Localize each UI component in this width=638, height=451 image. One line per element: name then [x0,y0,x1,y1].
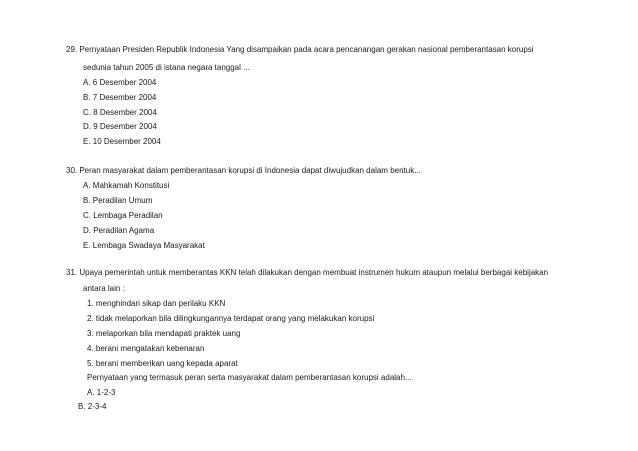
q31-stem-line1: 31. Upaya pemerintah untuk memberantas KKN telah dilakukan dengan membuat instrumen hukum ataupun melalui berbagai kebijakan [66,268,549,277]
q31-statement-3: 3. melaporkan bila mendapati praktek uang [87,329,241,338]
q31-statement-1: 1. menghindari sikap dan perilaku KKN [87,299,226,308]
q29-option-b: B. 7 Desember 2004 [83,93,157,102]
q31-statement-5: 5. berani memberikan uang kepada aparat [87,359,238,368]
q30-option-d: D. Peradilan Agama [83,226,155,235]
q29-option-e: E. 10 Desember 2004 [83,137,161,146]
q29-stem-line1: 29. Pernyataan Presiden Republik Indonesia Yang disampaikan pada acara pencanangan gerakan nasional pemberantasan korupsi [66,45,534,54]
q30-option-c: C. Lembaga Peradilan [83,211,163,220]
q30-option-a: A. Mahkamah Konstitusi [83,181,170,190]
q31-option-a: A. 1-2-3 [87,388,116,397]
q30-option-b: B. Peradilan Umum [83,196,153,205]
q29-stem-line2: sedunia tahun 2005 di istana negara tanggal ... [83,63,250,72]
q29-option-c: C. 8 Desember 2004 [83,108,157,117]
q31-statement-2: 2. tidak melaporkan bila dilingkungannya terdapat orang yang melakukan korupsi [87,314,375,323]
q31-statement-4: 4. berani mengatakan kebenaran [87,344,205,353]
q29-option-d: D. 9 Desember 2004 [83,122,157,131]
q31-stem-line2: antara lain : [83,284,125,293]
q31-option-b: B. 2-3-4 [78,402,107,411]
q30-option-e: E. Lembaga Swadaya Masyarakat [83,241,205,250]
q29-option-a: A. 6 Desember 2004 [83,78,157,87]
q31-question: Pernyataan yang termasuk peran serta masyarakat dalam pemberantasan korupsi adalah... [87,373,412,382]
q30-stem-line1: 30. Peran masyarakat dalam pemberantasan korupsi di Indonesia dapat diwujudkan dalam bentuk... [66,166,421,175]
